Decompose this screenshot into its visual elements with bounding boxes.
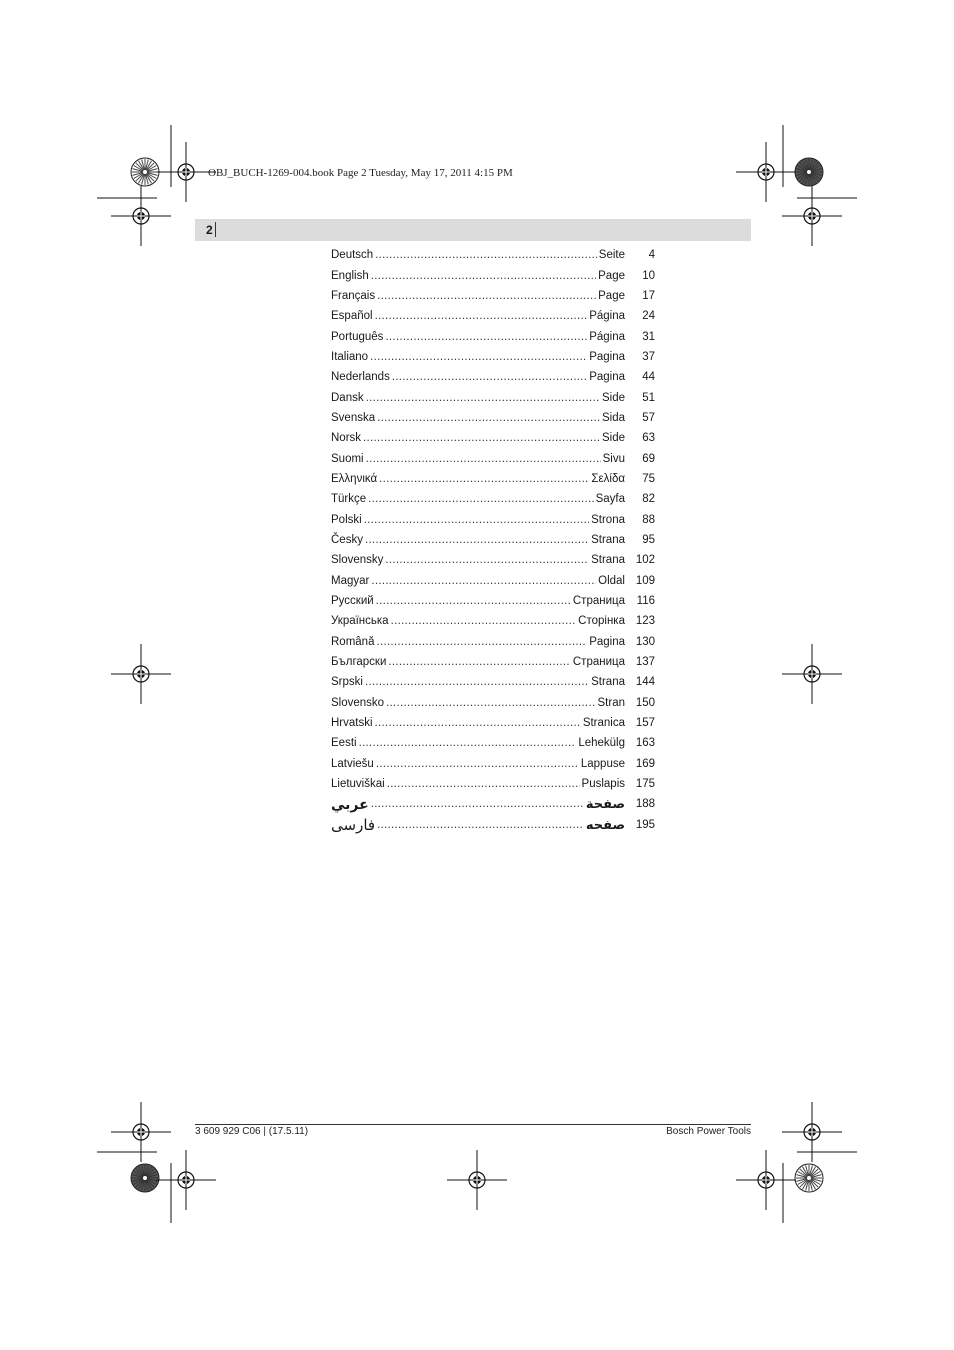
toc-page-number: 57 (642, 411, 655, 424)
toc-row (331, 509, 655, 529)
toc-page-number: 10 (642, 269, 655, 282)
color-target-center (807, 1176, 811, 1180)
toc-language: Български (331, 656, 387, 669)
toc-page-number: 144 (635, 676, 655, 689)
toc-page-word: Sida (601, 411, 625, 424)
toc-row (331, 428, 655, 448)
toc-page-word: Strona (591, 513, 625, 526)
toc-row (331, 469, 655, 489)
table-of-contents (331, 245, 655, 835)
toc-page-number: 130 (635, 635, 655, 648)
toc-dot-leader (370, 351, 587, 363)
toc-row (331, 347, 655, 367)
toc-dot-leader (379, 473, 589, 485)
color-target-center (807, 170, 811, 174)
toc-row (331, 693, 655, 713)
toc-dot-leader (366, 453, 601, 465)
toc-page-number: 169 (635, 757, 655, 770)
toc-language: Deutsch (331, 249, 374, 262)
toc-page-number: 195 (635, 818, 655, 831)
slug-line: OBJ_BUCH-1269-004.book Page 2 Tuesday, May 17, 2011 4:15 PM (208, 167, 513, 179)
header-bar (195, 219, 751, 241)
toc-dot-leader (364, 514, 589, 526)
toc-page-number: 102 (635, 554, 655, 567)
toc-language: Eesti (331, 737, 357, 750)
toc-page-number: 123 (635, 615, 655, 628)
toc-row (331, 448, 655, 468)
toc-language: فارسی (331, 816, 376, 834)
toc-row (331, 774, 655, 794)
toc-page-number: 44 (642, 371, 655, 384)
toc-page-word: صفحه (585, 816, 625, 832)
toc-page-word: Página (589, 310, 625, 323)
toc-language: Svenska (331, 411, 376, 424)
toc-page-number: 150 (635, 696, 655, 709)
toc-language: Dansk (331, 391, 364, 404)
toc-page-word: Sivu (602, 452, 625, 465)
toc-page-number: 69 (642, 452, 655, 465)
toc-row (331, 815, 655, 835)
page-number: 2 (206, 223, 213, 237)
toc-page-word: Страница (572, 656, 625, 669)
toc-language: Español (331, 310, 373, 323)
toc-language: Polski (331, 513, 362, 526)
toc-page-word: Sayfa (595, 493, 625, 506)
toc-dot-leader (391, 615, 577, 627)
toc-row (331, 306, 655, 326)
toc-page-number: 82 (642, 493, 655, 506)
footer-document-number: 3 609 929 C06 | (17.5.11) (195, 1126, 309, 1137)
toc-row (331, 367, 655, 387)
toc-language: Nederlands (331, 371, 390, 384)
toc-language: Suomi (331, 452, 364, 465)
toc-row (331, 632, 655, 652)
toc-page-word: Страница (572, 595, 625, 608)
toc-dot-leader (375, 310, 588, 322)
toc-page-number: 88 (642, 513, 655, 526)
toc-row (331, 489, 655, 509)
toc-language: Türkçe (331, 493, 367, 506)
toc-language: English (331, 269, 369, 282)
toc-row (331, 286, 655, 306)
toc-dot-leader (392, 371, 587, 383)
toc-page-word: Σελίδα (591, 472, 625, 485)
toc-page-number: 17 (642, 289, 655, 302)
toc-page-word: Side (601, 391, 625, 404)
toc-dot-leader (377, 412, 600, 424)
toc-dot-leader (388, 656, 570, 668)
toc-page-word: صفحة (585, 796, 625, 812)
toc-page-word: Stranica (582, 717, 625, 730)
toc-row (331, 611, 655, 631)
toc-language: Norsk (331, 432, 362, 445)
toc-page-number: 37 (642, 350, 655, 363)
toc-page-word: Strana (591, 554, 625, 567)
toc-page-word: Strana (591, 676, 625, 689)
toc-page-word: Seite (598, 249, 625, 262)
toc-dot-leader (371, 575, 596, 587)
toc-language: Русский (331, 595, 374, 608)
toc-row (331, 754, 655, 774)
toc-page-word: Page (598, 269, 625, 282)
toc-language: Français (331, 289, 376, 302)
toc-dot-leader (386, 697, 595, 709)
toc-language: Srpski (331, 676, 363, 689)
toc-language: Slovensko (331, 696, 385, 709)
footer-brand: Bosch Power Tools (666, 1126, 751, 1137)
toc-row (331, 672, 655, 692)
toc-page-number: 109 (635, 574, 655, 587)
toc-language: Italiano (331, 350, 369, 363)
toc-dot-leader (375, 717, 581, 729)
toc-page-number: 75 (642, 472, 655, 485)
toc-language: Українська (331, 615, 389, 628)
footer-rule (195, 1124, 751, 1125)
toc-row (331, 265, 655, 285)
page-number-separator (215, 222, 216, 237)
toc-dot-leader (368, 493, 593, 505)
toc-page-word: Lehekülg (578, 737, 625, 750)
color-target-center (143, 170, 147, 174)
toc-page-word: Pagina (589, 350, 625, 363)
toc-row (331, 408, 655, 428)
toc-dot-leader (363, 432, 600, 444)
toc-dot-leader (366, 392, 600, 404)
toc-page-number: 163 (635, 737, 655, 750)
toc-row (331, 550, 655, 570)
toc-page-word: Strana (591, 533, 625, 546)
toc-row (331, 530, 655, 550)
toc-language: Română (331, 635, 375, 648)
toc-language: Česky (331, 533, 363, 546)
toc-dot-leader (385, 554, 589, 566)
toc-row (331, 571, 655, 591)
toc-page-number: 24 (642, 310, 655, 323)
toc-page-word: Stran (597, 696, 625, 709)
toc-row (331, 652, 655, 672)
toc-language: Ελληνικά (331, 472, 378, 485)
toc-dot-leader (359, 737, 577, 749)
toc-dot-leader (376, 595, 571, 607)
toc-row (331, 794, 655, 814)
toc-language: عربي (331, 795, 369, 812)
toc-page-word: Side (601, 432, 625, 445)
toc-dot-leader (385, 331, 587, 343)
toc-page-number: 63 (642, 432, 655, 445)
toc-page-word: Pagina (589, 371, 625, 384)
toc-dot-leader (365, 676, 589, 688)
toc-page-number: 157 (635, 717, 655, 730)
toc-language: Lietuviškai (331, 778, 385, 791)
toc-row (331, 326, 655, 346)
toc-row (331, 591, 655, 611)
toc-page-number: 51 (642, 391, 655, 404)
toc-dot-leader (387, 778, 580, 790)
toc-page-number: 95 (642, 533, 655, 546)
toc-dot-leader (365, 534, 589, 546)
toc-language: Hrvatski (331, 717, 373, 730)
color-target-center (143, 1176, 147, 1180)
toc-row (331, 387, 655, 407)
toc-dot-leader (371, 270, 596, 282)
toc-page-number: 4 (648, 249, 655, 262)
toc-page-word: Сторінка (578, 615, 625, 628)
toc-dot-leader (376, 636, 587, 648)
toc-page-number: 31 (642, 330, 655, 343)
toc-page-number: 175 (635, 778, 655, 791)
toc-dot-leader (377, 290, 596, 302)
toc-page-number: 188 (635, 798, 655, 811)
toc-dot-leader (377, 819, 584, 831)
toc-language: Português (331, 330, 384, 343)
toc-page-word: Oldal (598, 574, 625, 587)
toc-page-word: Lappuse (580, 757, 625, 770)
toc-page-word: Pagina (589, 635, 625, 648)
toc-row (331, 245, 655, 265)
toc-language: Latviešu (331, 757, 374, 770)
toc-page-word: Page (598, 289, 625, 302)
toc-page-word: Página (589, 330, 625, 343)
toc-dot-leader (376, 758, 579, 770)
toc-dot-leader (375, 249, 597, 261)
toc-language: Magyar (331, 574, 370, 587)
toc-row (331, 713, 655, 733)
toc-page-word: Puslapis (581, 778, 625, 791)
toc-language: Slovensky (331, 554, 384, 567)
toc-row (331, 733, 655, 753)
toc-page-number: 116 (636, 595, 655, 608)
toc-page-number: 137 (635, 656, 655, 669)
toc-dot-leader (371, 798, 584, 810)
